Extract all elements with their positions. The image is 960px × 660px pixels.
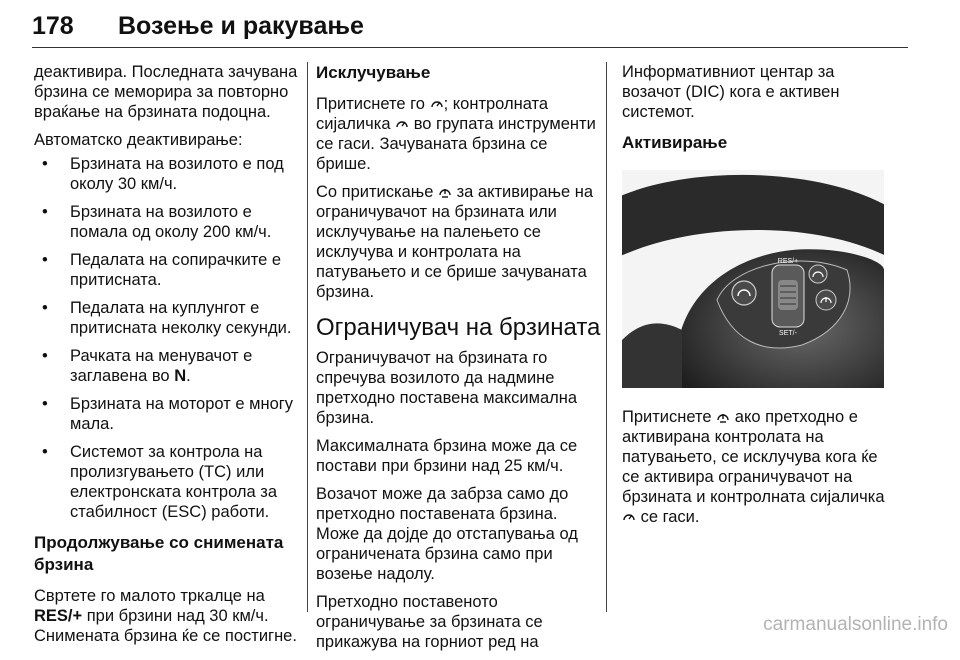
res-label: RES/+: [777, 258, 799, 265]
list-item: • Брзината на моторот е многу мала.: [42, 395, 294, 433]
limiter-paragraph-3: Возачот може да забрза само до претходно поставената брзина. Може да дојде до отстапувања од ограничената брзина само при возење надолу.: [316, 485, 578, 583]
watermark: carmanualsonline.info: [763, 614, 948, 635]
list-item: • Брзината на возилото е помала од околу 200 км/ч.: [42, 203, 272, 241]
column-divider-2: [606, 62, 607, 612]
gear-n-label: N: [174, 367, 187, 385]
set-label: SET/-: [779, 330, 797, 337]
list-item: • Системот за контрола на пролизгувањето (TC) или електронската контрола за стабилност (ESC) работи.: [42, 443, 278, 521]
dic-paragraph: Информативниот центар за возачот (DIC) кога е активен системот.: [622, 63, 840, 121]
limiter-paragraph-1: Ограничувачот на брзината го спречува возилото да надмине претходно поставена максимална брзина.: [316, 349, 578, 427]
column-3: [622, 62, 892, 535]
auto-deactivation-list: [34, 154, 302, 522]
list-item: • Брзината на возилото е под околу 30 км/ч.: [42, 155, 284, 193]
speed-limiter-icon: [716, 410, 730, 424]
page-number: 178: [32, 12, 74, 40]
speed-limiter-icon: [438, 185, 452, 199]
limiter-paragraph-4: Претходно поставеното ограничување за брзината се прикажува на горниот ред на: [316, 593, 543, 651]
cruise-control-icon: [622, 510, 636, 524]
column-2: [316, 62, 604, 660]
intro-paragraph: деактивира. Последната зачувана брзина се меморира за повторно враќање на брзината подоцна.: [34, 63, 298, 121]
list-item: • Педалата на сопирачките е притисната.: [42, 251, 282, 289]
page-header: [32, 10, 908, 50]
resume-paragraph: Свртете го малото тркалце на RES/+ при брзини над 30 км/ч. Снимената брзина ќе се постигне.: [34, 587, 297, 645]
activation-paragraph: Притиснете ако претходно е активирана контролата на патувањето, се исклучува кога ќе се активира ограничувачот на брзината и контролната сијаличка се гаси.: [622, 408, 885, 526]
section-title: Возење и ракување: [118, 12, 364, 40]
list-item: • Педалата на куплунгот е притисната неколку секунди.: [42, 299, 292, 337]
auto-deactivation-label: Автоматско деактивирање:: [34, 131, 243, 149]
limiter-heading: Ограничувач на брзината: [316, 314, 601, 341]
cancel-heading: Исклучување: [316, 63, 431, 82]
cruise-control-icon: [430, 97, 444, 111]
cruise-control-icon: [395, 117, 409, 131]
steering-wheel-illustration: [622, 170, 884, 388]
activation-heading: Активирање: [622, 133, 728, 152]
limiter-paragraph-2: Максималната брзина може да се постави при брзини над 25 км/ч.: [316, 437, 578, 475]
resume-heading: Продолжување со снимената брзина: [34, 533, 284, 574]
cancel-paragraph-2: Со притискање за активирање на ограничувачот на брзината или исклучување на палењето се исклучува и контролата на патувањето и се брише зачуваната брзина.: [316, 183, 594, 301]
column-1: [34, 62, 302, 654]
res-plus-label: RES/+: [34, 607, 83, 625]
column-divider-1: [307, 62, 308, 612]
header-rule: [32, 47, 908, 48]
list-item: • Рачката на менувачот е заглавена во N.: [42, 347, 253, 385]
cancel-paragraph-1: Притиснете го ; контролната сијаличка во групата инструменти се гаси. Зачуваната брзина се брише.: [316, 95, 596, 173]
